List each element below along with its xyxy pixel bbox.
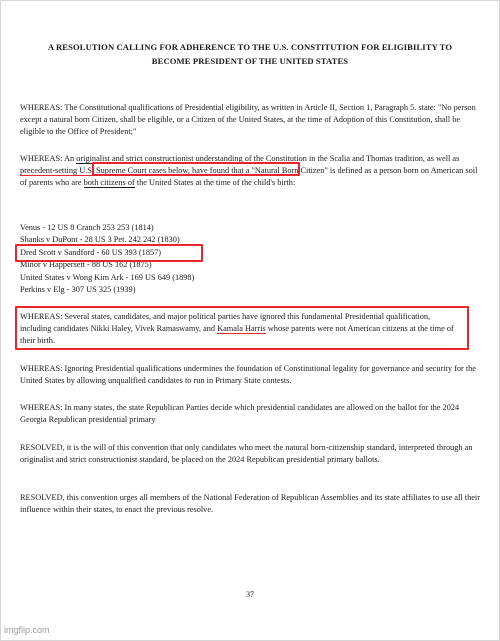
page-number: 37 — [246, 590, 254, 599]
whereas3-highlight-name: Kamala Harris — [217, 324, 266, 334]
whereas2-highlight-cases: precedent-setting U.S. Supreme Court cases below — [20, 166, 188, 176]
highlight-box-candidates — [15, 306, 469, 350]
imgflip-watermark: imgflip.com — [4, 625, 50, 635]
case-item-highlighted: Dred Scott v Sandford - 60 US 393 (1857) — [20, 247, 162, 257]
case-item: United States v Wong Kim Ark - 169 US 649 (1898) — [20, 272, 195, 282]
resolved-standard-paragraph: RESOLVED, it is the will of this convention that only candidates who meet the natural born-citizenship standard, interpreted through an originalist and strict constructionist standard, be placed on the 2024 Republican presidential primary ballots. — [20, 443, 473, 465]
whereas2-text-4: the United States at the time of the child's birth: — [134, 178, 296, 188]
whereas2-underlined-2: both citizens of — [83, 178, 135, 188]
title-line-2: BECOME PRESIDENT OF THE UNITED STATES — [151, 56, 349, 66]
resolved-urges-paragraph: RESOLVED, this convention urges all members of the National Federation of Republican Assemblies and its state affiliates to use all their influence within their states, to enact the previous resolve. — [20, 493, 481, 515]
whereas-primary-paragraph: WHEREAS: In many states, the state Republican Parties decide which presidential candidates are allowed on the ballot for the 2024 Georgia Republican presidential primary — [20, 403, 460, 425]
whereas2-text-1: WHEREAS: An — [20, 154, 77, 163]
whereas3-text-1: WHEREAS: Several states, candidates, and major political parties have ignored this fundamental Presidential qualification, including candidates Nikki Haley, Vivek Ramaswamy, and — [20, 312, 431, 334]
whereas3-text-2: whose parents were not American citizens at the time of their birth. — [20, 324, 454, 346]
highlight-box-precedent — [92, 162, 300, 176]
whereas2-underlined-1: originalist and strict constructionist understanding of — [76, 154, 252, 163]
title-line-1: A RESOLUTION CALLING FOR ADHERENCE TO THE U.S. CONSTITUTION FOR ELIGIBILITY TO — [47, 42, 453, 52]
whereas2-text-2: the Constitution in the Scalia and Thomas tradition, as well as — [251, 154, 460, 163]
highlight-box-dred-scott — [15, 244, 203, 262]
whereas-eligibility-paragraph: WHEREAS: The Constitutional qualifications of Presidential eligibility, as written in Article II, Section 1, Paragraph 5. state: "No person except a natural born Citizen, shall be eligible, or a Citizen of the United States, at the time of Adoption of this Constitution, shall be eligible to the Office of President;" — [20, 103, 476, 137]
case-item: Shanks v DuPont - 28 US 3 Pet. 242 242 (1830) — [20, 235, 180, 245]
case-item: Minor v Happersett - 88 US 162 (1875) — [20, 260, 152, 270]
whereas2-text-3: , have found that a "Natural Born Citizen" is defined as a person born on American soil of parents who are — [20, 166, 478, 188]
case-item: Venus - 12 US 8 Cranch 253 253 (1814) — [20, 223, 154, 232]
whereas-undermines-paragraph: WHEREAS: Ignoring Presidential qualifications undermines the foundation of Constitutional legality for governance and security for the United States by allowing unqualified candidates to run in Primary State contests. — [20, 364, 476, 386]
document-title — [20, 40, 480, 68]
case-item: Perkins v Elg - 307 US 325 (1939) — [20, 285, 136, 295]
